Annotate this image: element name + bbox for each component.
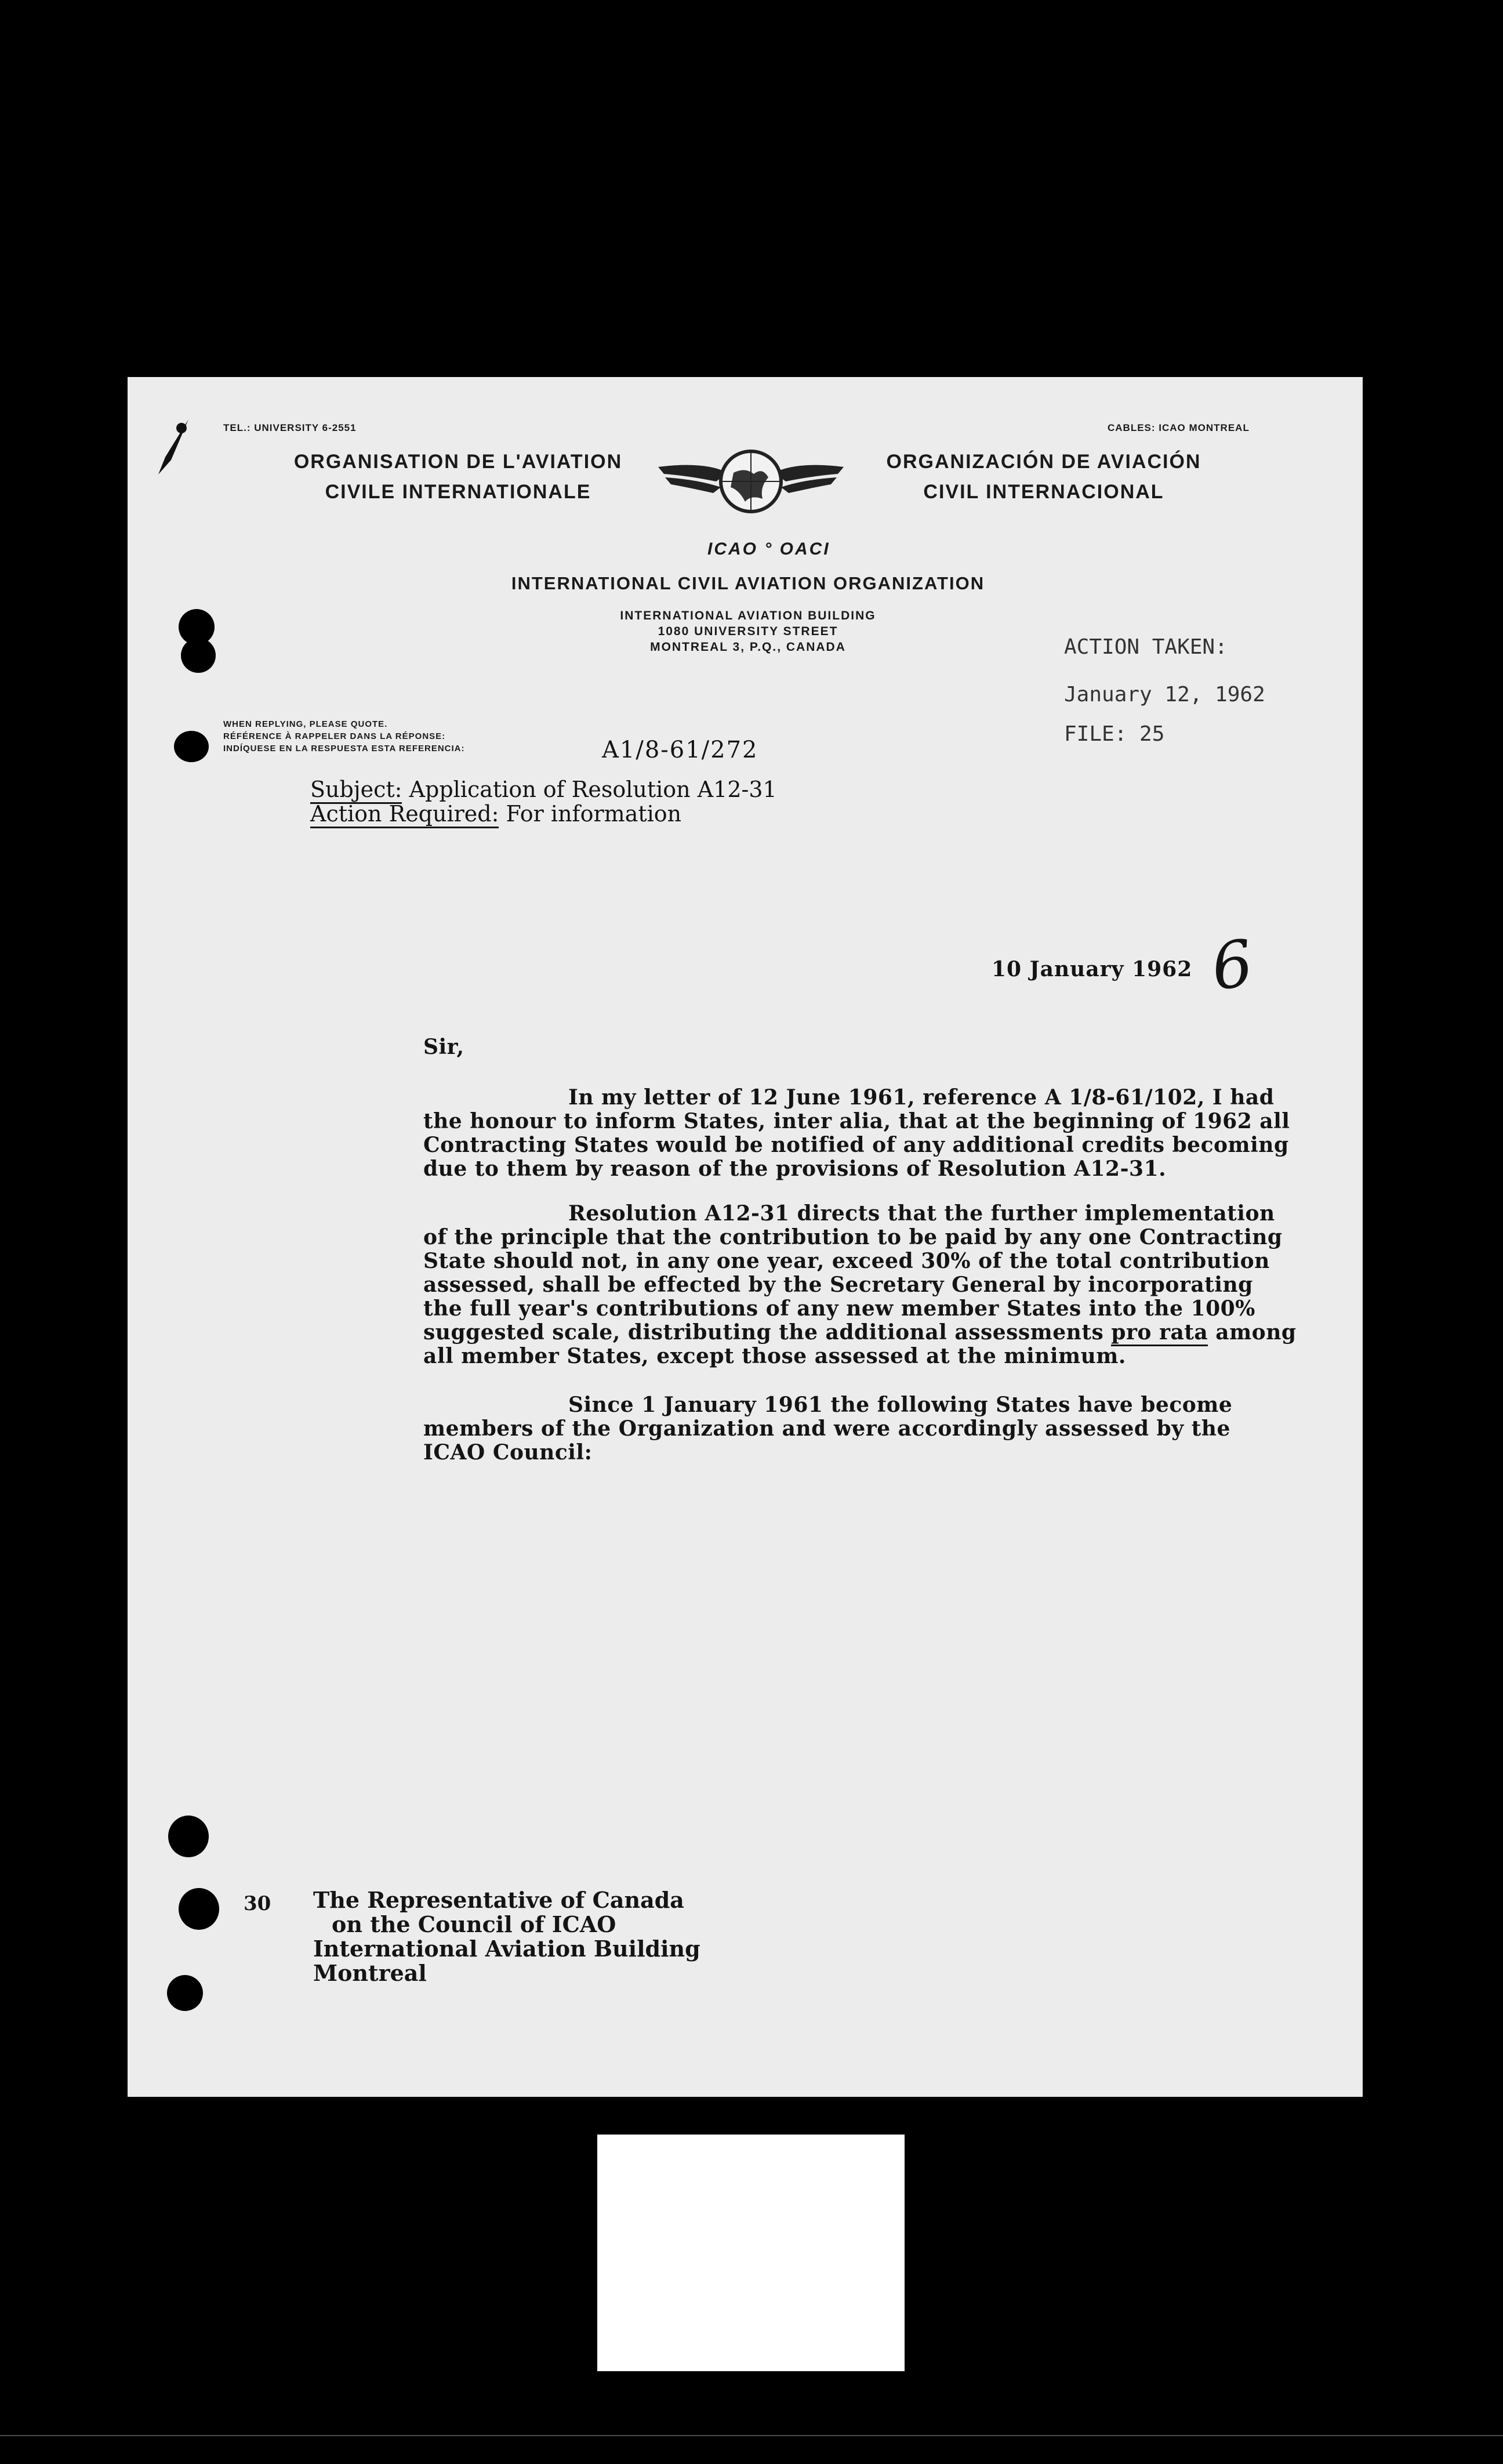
p2-line (423, 1321, 1339, 1345)
cables-line: CABLES: ICAO MONTREAL (1108, 422, 1250, 433)
letter-date: 10 January 1962 (992, 957, 1193, 981)
reply-quote-line-1: WHEN REPLYING, PLEASE QUOTE. (223, 719, 388, 729)
action-required-label: Action Required: (310, 801, 499, 828)
p1-line: due to them by reason of the provisions of Resolution A12-31. (423, 1157, 1167, 1181)
blank-label-box (597, 2135, 905, 2371)
spanish-line-1: ORGANIZACIÓN DE AVIACIÓN (886, 451, 1201, 473)
pen-mark-icon (154, 416, 194, 480)
paragraph-1 (423, 1086, 1328, 1181)
icao-emblem-icon (652, 432, 849, 548)
recipient-number: 30 (244, 1892, 271, 1915)
action-taken-label: ACTION TAKEN: (1064, 635, 1228, 659)
reply-reference-note (223, 718, 464, 755)
pro-rata-text: pro rata (1111, 1320, 1208, 1346)
file-number: FILE: 25 (1064, 722, 1165, 746)
recipient-line: Montreal (313, 1960, 427, 1986)
subject-label: Subject: (310, 777, 402, 804)
french-line-1: ORGANISATION DE L'AVIATION (293, 451, 623, 473)
reply-quote-line-3: INDÍQUESE EN LA RESPUESTA ESTA REFERENCIA: (223, 744, 465, 753)
p2-line: State should not, in any one year, exceed 30% of the total contribution (423, 1249, 1270, 1273)
recipient-line: International Aviation Building (313, 1936, 700, 1962)
p2-line: of the principle that the contribution to be paid by any one Contracting (423, 1225, 1283, 1249)
organization-address (574, 608, 922, 655)
subject-line (310, 777, 777, 826)
punch-hole (174, 731, 209, 762)
p2-line-part: suggested scale, distributing the additional assessments (423, 1320, 1112, 1345)
letterhead-french (278, 447, 638, 507)
paragraph-3 (423, 1393, 1328, 1465)
handwritten-page-mark: 6 (1207, 925, 1258, 1005)
organization-name: INTERNATIONAL CIVIL AVIATION ORGANIZATION (511, 573, 985, 593)
recipient-line: The Representative of Canada (313, 1887, 684, 1913)
telephone-line: TEL.: UNIVERSITY 6-2551 (223, 422, 357, 433)
p1-line: Contracting States would be notified of any additional credits becoming (423, 1133, 1289, 1157)
french-line-2: CIVILE INTERNATIONALE (325, 481, 591, 503)
punch-hole (181, 638, 216, 673)
p2-line-part: among (1208, 1320, 1297, 1345)
paragraph-2 (423, 1202, 1339, 1368)
subject-value: Application of Resolution A12-31 (409, 777, 777, 802)
emblem-text: ICAO ° OACI (707, 539, 830, 559)
scan-edge-line (0, 2435, 1503, 2436)
reference-number: A1/8-61/272 (602, 737, 758, 763)
reply-quote-line-2: RÉFÉRENCE À RAPPELER DANS LA RÉPONSE: (223, 731, 446, 741)
punch-hole (168, 1816, 209, 1857)
recipient-address (313, 1888, 700, 1985)
p1-line: In my letter of 12 June 1961, reference A 1/8-61/102, I had (568, 1085, 1275, 1110)
punch-hole (179, 1888, 219, 1930)
address-line-2: 1080 UNIVERSITY STREET (658, 625, 838, 638)
p2-line: assessed, shall be effected by the Secretary General by incorporating (423, 1273, 1253, 1297)
p1-line: the honour to inform States, inter alia, that at the beginning of 1962 all (423, 1109, 1290, 1133)
action-taken-date: January 12, 1962 (1064, 683, 1265, 706)
p3-line: Since 1 January 1961 the following States have become (568, 1393, 1233, 1417)
letterhead-spanish (864, 447, 1224, 507)
salutation: Sir, (423, 1035, 464, 1059)
p3-line: members of the Organization and were accordingly assessed by the (423, 1416, 1230, 1441)
action-stamp (1064, 624, 1265, 758)
p2-line: the full year's contributions of any new member States into the 100% (423, 1296, 1255, 1321)
p3-line: ICAO Council: (423, 1440, 593, 1465)
recipient-line: on the Council of ICAO (332, 1911, 616, 1937)
p2-line: all member States, except those assessed at the minimum. (423, 1344, 1126, 1368)
p2-line: Resolution A12-31 directs that the further implementation (568, 1201, 1275, 1226)
action-required-value: For information (506, 801, 682, 827)
address-line-3: MONTREAL 3, P.Q., CANADA (650, 640, 846, 654)
address-line-1: INTERNATIONAL AVIATION BUILDING (620, 609, 876, 622)
punch-hole (167, 1975, 203, 2011)
letter-page (128, 377, 1363, 2097)
spanish-line-2: CIVIL INTERNACIONAL (923, 481, 1164, 503)
